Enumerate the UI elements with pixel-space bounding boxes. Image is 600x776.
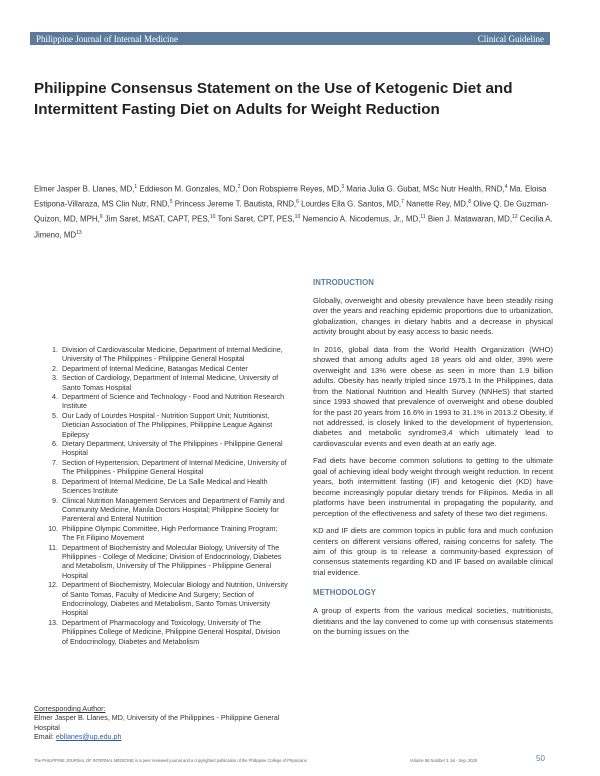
right-column: [313, 278, 553, 645]
affiliation-item: 9. Clinical Nutrition Management Services and Department of Family and Community Medicine, Manila Doctors Hospital; Philippine Society for Parenteral and Enteral Nutrition: [60, 497, 288, 525]
corresponding-line: Elmer Jasper B. Llanes, MD, University of the Philippines - Philippine General Hospital: [34, 714, 280, 732]
journal-header-bar: [30, 32, 550, 45]
affiliation-item: 5. Our Lady of Lourdes Hospital - Nutrition Support Unit; Nutritionist, Dietician Association of The Philippines, Philippine League Against Epilepsy: [60, 412, 288, 440]
author-affiliation-mark: 9: [99, 214, 103, 221]
author-affiliation-mark: 11: [420, 214, 426, 221]
author-affiliation-mark: 10: [209, 214, 216, 221]
author-affiliation-mark: 7: [401, 199, 404, 206]
author-affiliation-mark: 4: [504, 184, 508, 190]
page-number: 50: [536, 754, 545, 763]
corresponding-heading: Corresponding Author:: [34, 705, 106, 713]
affiliation-item: 10. Philippine Olympic Committee, High Performance Training Program; The Fit Filipino Movement: [60, 525, 288, 544]
author-name: Lourdes Ella G. Santos, MD,: [301, 199, 402, 209]
affiliation-item: 6. Dietary Department, University of The Philippines - Philippine General Hospital: [60, 440, 288, 459]
affiliation-item: 2. Department of Internal Medicine, Batangas Medical Center: [60, 365, 288, 374]
article-title: Philippine Consensus Statement on the Use of Ketogenic Diet and Intermittent Fasting Diet on Adults for Weight Reduction: [34, 80, 513, 118]
affiliation-item: 7. Section of Hypertension, Department of Internal Medicine, University of The Philippines - Philippine General Hospital: [60, 459, 288, 478]
affiliation-item: 4. Department of Science and Technology - Food and Nutrition Research Institute: [60, 393, 288, 412]
journal-name: Philippine Journal of Internal Medicine: [36, 33, 178, 44]
author-affiliation-mark: 3: [341, 184, 345, 190]
affiliation-item: 12. Department of Biochemistry, Molecular Biology and Nutrition, University of Santo Tomas, Faculty of Medicine And Surgery; Section of Endocrinology, Diabetes and Metabolism, Santo Tomas University Hospital: [60, 581, 288, 619]
author-name: Nemencio A. Nicodemus, Jr., MD,: [302, 215, 421, 225]
affiliation-item: 1. Division of Cardiovascular Medicine, Department of Internal Medicine, University of The Philippines - Philippine General Hospital: [60, 346, 288, 365]
author-affiliation-mark: 8: [468, 199, 471, 206]
introduction-paragraph: KD and IF diets are common topics in public fora and much confusion centers on different versions offered, raising concerns for safety. The aim of this group is to release a community-based expression of consensus statements regarding KD and IF based on available clinical trial evidence.: [313, 526, 553, 577]
affiliation-item: 11. Department of Biochemistry and Molecular Biology, University of The Philippines - College of Medicine; Division of Endocrinology, Diabetes and Metabolism, University of The Philippines - Philippine General Hospital: [60, 544, 288, 582]
introduction-heading: INTRODUCTION: [313, 278, 374, 287]
author-name: Bien J. Matawaran, MD,: [427, 215, 513, 225]
affiliation-item: 3. Section of Cardiology, Department of Internal Medicine, University of Santo Tomas Hospital: [60, 374, 288, 393]
corresponding-author: [34, 705, 294, 743]
methodology-paragraph: A group of experts from the various medical societies, nutritionists, dietitians and the lay convened to come up with consensus statements on the burning issues on the: [313, 606, 553, 637]
introduction-paragraph: Fad diets have become common solutions to getting to the ultimate goal of achieving ideal body weight through weight reduction. In recent years, both intermittent fasting (IF) and ketogenic diet (KD) have become increasingly popular dietary trends for Filipinos. Media in all platforms have been instrumental in propagating the popularity, and perception of the effectiveness and safety of these two diet regimens.: [313, 456, 553, 518]
author-name: Jim Saret, MSAT, CAPT, PES,: [104, 215, 210, 225]
author-name: Toni Saret, CPT, PES,: [217, 215, 295, 225]
author-name: Ma. Eloisa Estipona-Villaraza, MS Clin Nutr, RND,: [34, 184, 547, 209]
page-footer: [34, 755, 554, 765]
author-list: [34, 181, 554, 242]
article-type: Clinical Guideline: [477, 33, 544, 44]
author-affiliation-mark: 5: [169, 199, 173, 206]
email-label: Email:: [34, 733, 54, 742]
author-affiliation-mark: 2: [237, 184, 241, 190]
author-affiliation-mark: 13: [76, 229, 82, 236]
author-name: Princess Jereme T. Bautista, RND,: [174, 199, 297, 209]
author-name: Olive Q. De Guzman-Quizon, MD, MPH,: [34, 199, 549, 225]
email-link[interactable]: ebllanes@up.edu.ph: [55, 733, 122, 742]
introduction-paragraph: Globally, overweight and obesity prevalence have been steadily rising over the years and reaching epidemic proportions due to urbanization, globalization, changes in dietary habits and a decrease in physical activity brought about by easy access to basic needs.: [313, 296, 553, 337]
author-name: Cecilia A. Jimeno, MD: [34, 215, 553, 240]
author-name: Nanette Rey, MD,: [406, 199, 469, 209]
affiliation-item: 8. Department of Internal Medicine, De La Salle Medical and Health Sciences Institute: [60, 478, 288, 497]
introduction-paragraph: In 2016, global data from the World Health Organization (WHO) showed that among adults aged 18 years old and older, 39% were overweight and 13% were obese as seen in more than 1.9 billion adults. Obesity has nearly tripled since 1975.1 In the Philippines, data from the National Nutrition and Health Survey (NNHeS) that started since 1993 showed that prevalence of overweight and obese doubled for the past 20 years from 16.6% in 1993 to 31.1% in 2013.2 Obesity, if not addressed, is closely linked to the development of hypertension, diabetes and metabolic syndrome3,4 which ultimately lead to cardiovascular events and even death at an early age.: [313, 344, 553, 448]
author-name: Don Robspierre Reyes, MD,: [242, 184, 342, 194]
methodology-body: [313, 606, 553, 637]
author-affiliation-mark: 12: [512, 214, 518, 221]
footer-text: The PHILIPPINE JOURNAL OF INTERNAL MEDICINE is a peer reviewed journal and a copyrighted publication of the Philippine College of Physicians: [34, 758, 307, 763]
introduction-body: [313, 296, 553, 578]
author-name: Elmer Jasper B. Llanes, MD,: [34, 184, 135, 194]
volume-info: Volume 58 Number 3 Jul - Sep, 2020: [410, 758, 478, 763]
methodology-heading: METHODOLOGY: [313, 588, 377, 598]
author-affiliation-mark: 10: [294, 214, 301, 221]
affiliation-item: 13. Department of Pharmacology and Toxicology, University of The Philippines College of Medicine, Philippine General Hospital, Division of Endocrinology, Diabetes and Metabolism: [60, 619, 288, 647]
author-name: Maria Julia G. Gubat, MSc Nutr Health, RND,: [346, 184, 505, 194]
author-affiliation-mark: 6: [296, 199, 299, 206]
author-affiliation-mark: 1: [134, 184, 138, 190]
author-name: Eddieson M. Gonzales, MD,: [139, 184, 238, 194]
affiliations-list: [34, 346, 288, 647]
